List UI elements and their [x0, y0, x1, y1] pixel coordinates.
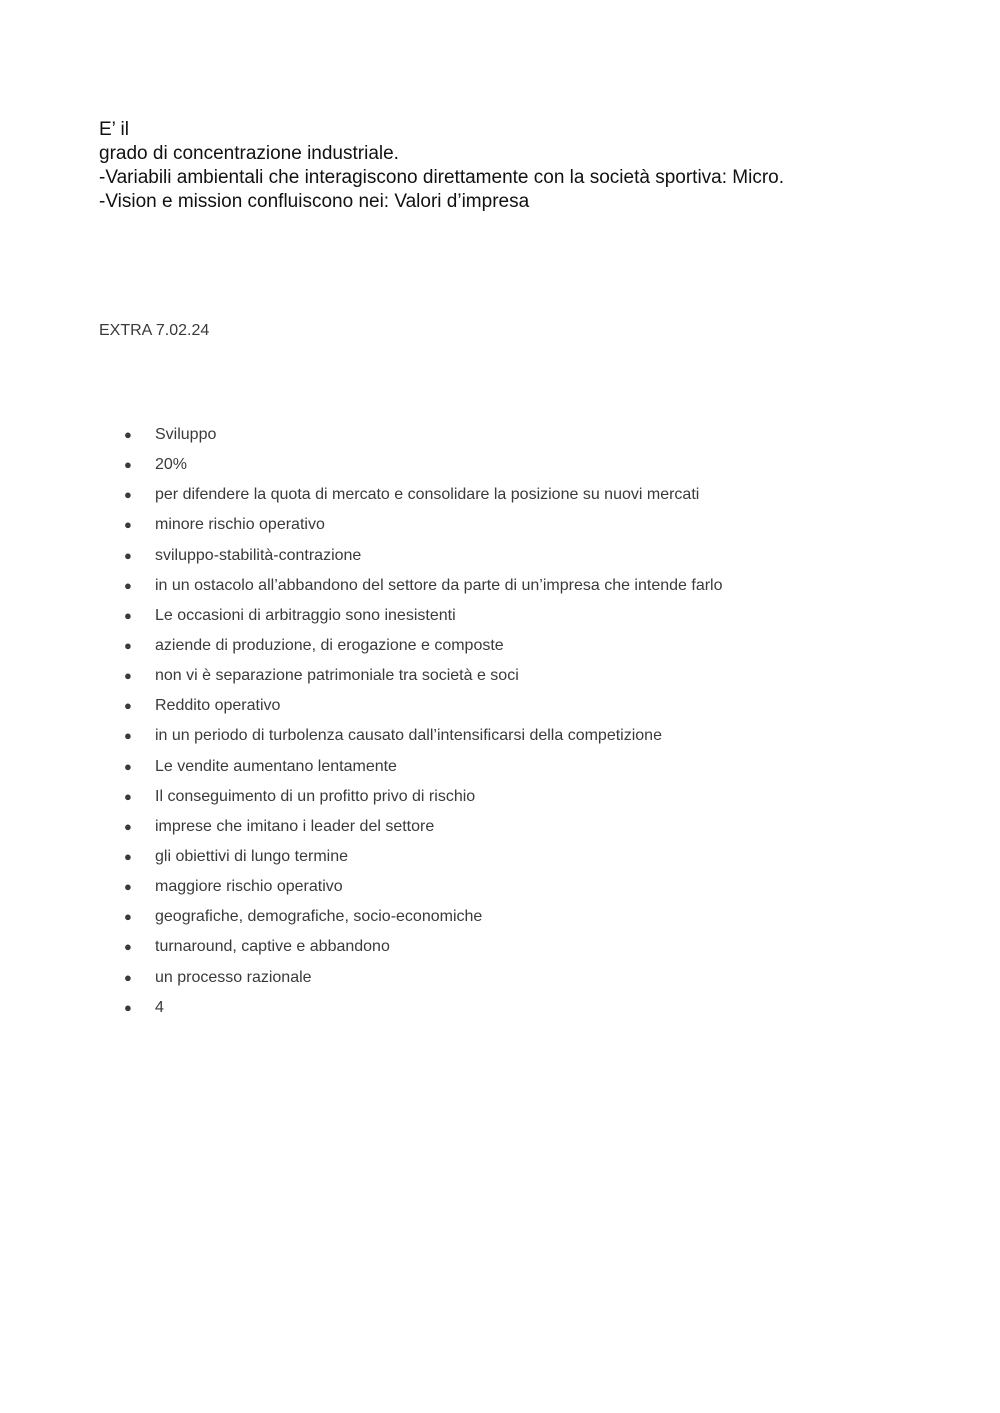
list-item: [0, 512, 1000, 542]
list-item: [0, 663, 1000, 693]
list-item: [0, 904, 1000, 934]
bullet-icon: ●: [124, 457, 132, 473]
answer-list: [0, 422, 1000, 1025]
list-item-text: imprese che imitano i leader del settore: [155, 817, 435, 835]
list-item-text: turnaround, captive e abbandono: [155, 938, 390, 956]
list-item-text: aziende di produzione, di erogazione e composte: [155, 636, 504, 654]
bullet-icon: ●: [124, 788, 132, 804]
bullet-icon: ●: [124, 668, 132, 684]
list-item-text: un processo razionale: [155, 968, 312, 986]
list-item: [0, 784, 1000, 814]
bullet-icon: ●: [124, 909, 132, 925]
bullet-icon: ●: [124, 999, 132, 1015]
list-item-text: in un ostacolo all’abbandono del settore da parte di un’impresa che intende farlo: [155, 576, 723, 594]
bullet-icon: ●: [124, 728, 132, 744]
list-item-text: in un periodo di turbolenza causato dall’intensificarsi della competizione: [155, 727, 662, 745]
list-item-text: per difendere la quota di mercato e consolidare la posizione su nuovi mercati: [155, 486, 700, 504]
bullet-icon: ●: [124, 698, 132, 714]
list-item: [0, 482, 1000, 512]
bullet-icon: ●: [124, 848, 132, 864]
list-item-text: Reddito operativo: [155, 697, 281, 715]
bullet-icon: ●: [124, 879, 132, 895]
intro-line: E’ il: [99, 119, 129, 140]
bullet-icon: ●: [124, 818, 132, 834]
bullet-icon: ●: [124, 607, 132, 623]
bullet-icon: ●: [124, 969, 132, 985]
list-item: [0, 543, 1000, 573]
bullet-icon: ●: [124, 427, 132, 442]
bullet-icon: ●: [124, 939, 132, 955]
intro-line: grado di concentrazione industriale.: [99, 143, 399, 164]
list-item: [0, 603, 1000, 633]
bullet-icon: ●: [124, 758, 132, 774]
list-item-text: non vi è separazione patrimoniale tra società e soci: [155, 667, 519, 685]
list-item: [0, 814, 1000, 844]
intro-paragraph: [99, 118, 959, 214]
list-item: [0, 573, 1000, 603]
list-item-text: Le occasioni di arbitraggio sono inesistenti: [155, 606, 456, 624]
section-heading: EXTRA 7.02.24: [99, 322, 210, 339]
intro-line: -Variabili ambientali che interagiscono direttamente con la società sportiva: Micro.: [99, 167, 785, 188]
list-item-text: Le vendite aumentano lentamente: [155, 757, 397, 775]
list-item: [0, 633, 1000, 663]
list-item: [0, 422, 1000, 452]
bullet-icon: ●: [124, 547, 132, 563]
intro-line: -Vision e mission confluiscono nei: Valori d’impresa: [99, 191, 530, 212]
bullet-icon: ●: [124, 637, 132, 653]
list-item: [0, 934, 1000, 964]
bullet-icon: ●: [124, 577, 132, 593]
list-item-text: 4: [155, 998, 164, 1016]
bullet-icon: ●: [124, 487, 132, 503]
list-item-text: sviluppo-stabilità-contrazione: [155, 546, 362, 564]
list-item: [0, 965, 1000, 995]
list-item-text: gli obiettivi di lungo termine: [155, 847, 348, 865]
list-item-text: minore rischio operativo: [155, 516, 325, 534]
list-item-text: geografiche, demografiche, socio-economiche: [155, 908, 483, 926]
list-item-text: Il conseguimento di un profitto privo di rischio: [155, 787, 476, 805]
list-item: [0, 723, 1000, 753]
list-item-text: Sviluppo: [155, 426, 217, 443]
list-item: [0, 995, 1000, 1025]
bullet-icon: ●: [124, 517, 132, 533]
list-item: [0, 844, 1000, 874]
list-item: [0, 874, 1000, 904]
list-item-text: maggiore rischio operativo: [155, 878, 343, 896]
list-item-text: 20%: [155, 456, 188, 474]
list-item: [0, 452, 1000, 482]
list-item: [0, 693, 1000, 723]
list-item: [0, 754, 1000, 784]
